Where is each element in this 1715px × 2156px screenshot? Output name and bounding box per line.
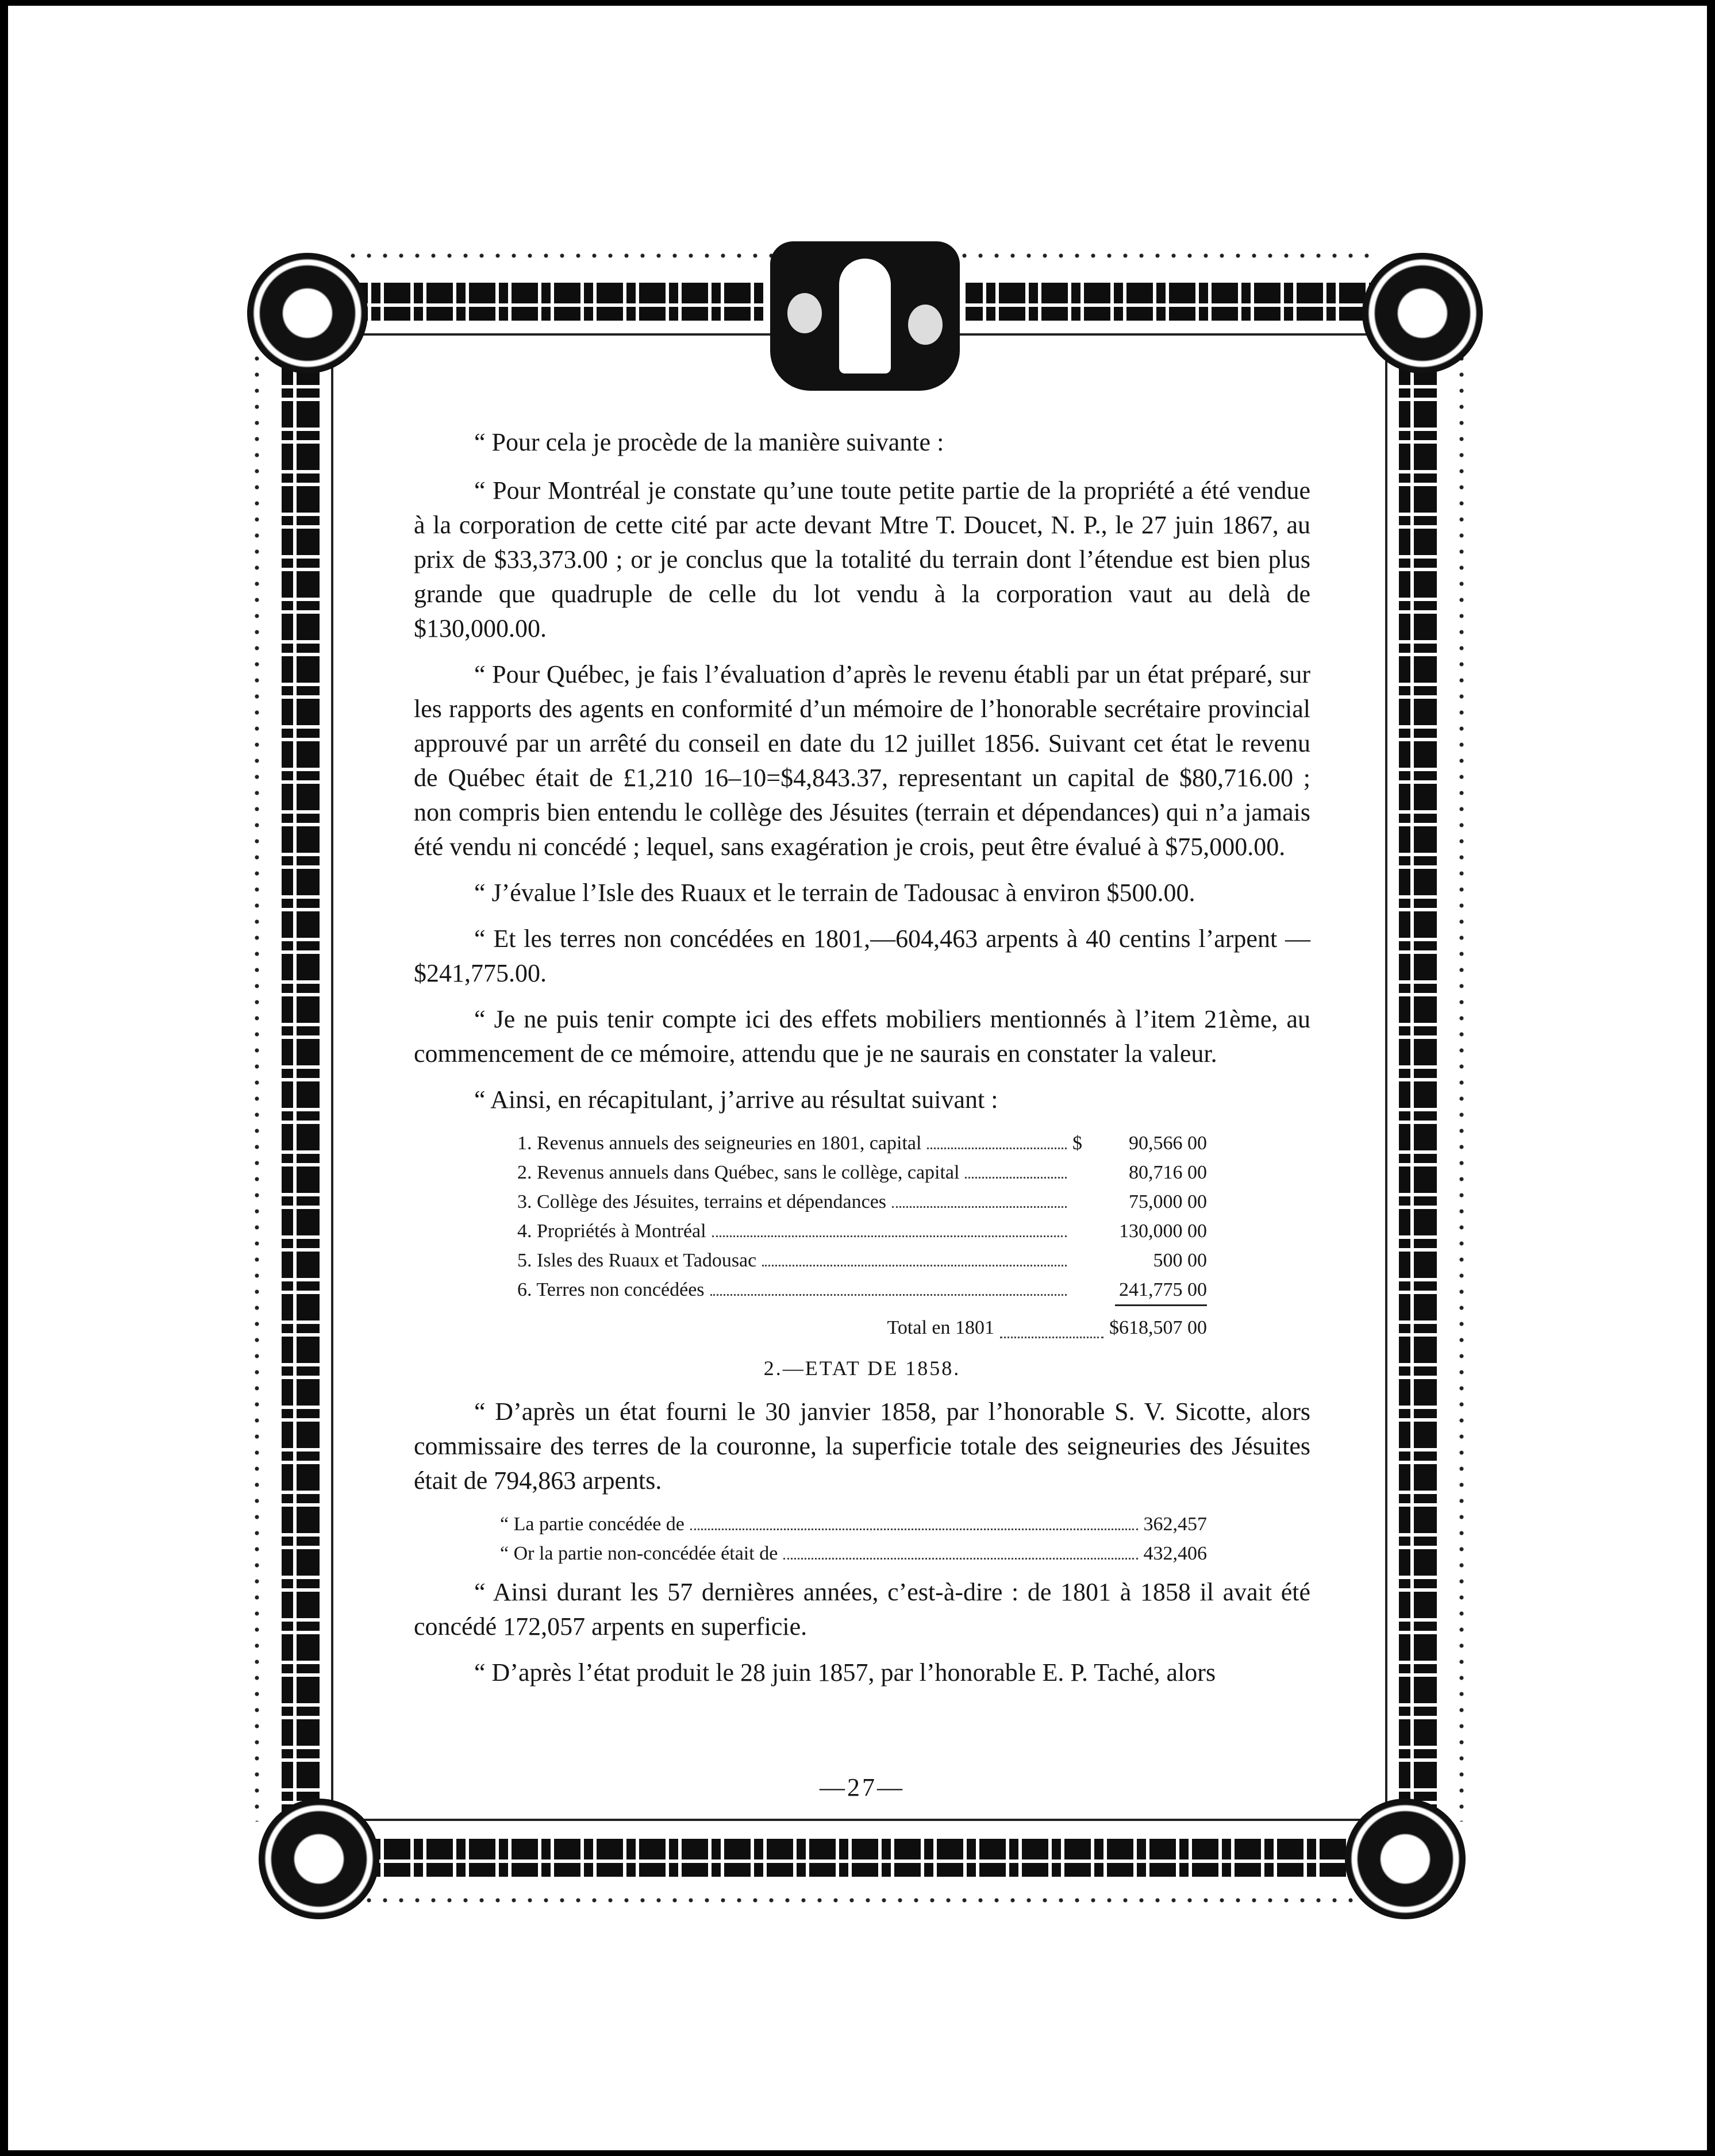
scan-edge-bottom [0, 2150, 1715, 2156]
corner-ornament-bottom-left-icon [259, 1799, 379, 1919]
ledger-amount: 80,716 00 [1129, 1162, 1207, 1183]
seated-figure-vignette-icon [770, 241, 960, 391]
total-label: Total en 1801 [887, 1317, 994, 1338]
corner-ornament-bottom-right-icon [1345, 1799, 1466, 1919]
ledger-currency: $ [1072, 1133, 1082, 1154]
ledger-amount: 130,000 00 [1119, 1221, 1207, 1242]
ledger-label: 3. Collège des Jésuites, terrains et dépendances [517, 1191, 887, 1212]
border-bottom-key-band [351, 1839, 1379, 1877]
ledger-label: 1. Revenus annuels des seigneuries en 1801, capital [517, 1133, 922, 1154]
leader-dots [1000, 1311, 1103, 1338]
sub-ledger-row [500, 1510, 1207, 1539]
ledger-total [414, 1311, 1207, 1345]
border-left-rule [331, 339, 333, 1822]
superficie-ledger [500, 1510, 1207, 1568]
paragraph-montreal: “ Pour Montréal je constate qu’une toute petite partie de la propriété a été vendue à la corporation de cette cité par acte devant Mtre T. Doucet, N. P., le 27 juin 1867, au prix de $33,373.00 ; or je conclus que la totalité du terrain dont l’étendue est bien plus grande que quadruple de celle du lot vendu à la corporation vaut au delà de $130,000.00. [414, 476, 1310, 642]
leader-dots [712, 1235, 1067, 1237]
paragraph-terres-non-concedees: “ Et les terres non concédées en 1801,—604,463 arpents à 40 centins l’arpent —$241,775.00. [414, 925, 1310, 987]
section-heading: 2.—ETAT DE 1858. [763, 1357, 961, 1380]
paragraph-57-annees: “ Ainsi durant les 57 dernières années, c’est-à-dire : de 1801 à 1858 il avait été concédé 172,057 arpents en superficie. [414, 1578, 1310, 1641]
scan-edge-right [1707, 0, 1715, 2156]
leader-dots [783, 1558, 1137, 1560]
ledger-amount: 241,775 00 [1119, 1279, 1207, 1300]
sub-ledger-label: “ Or la partie non-concédée était de [500, 1543, 778, 1564]
ledger-amount: 90,566 00 [1129, 1133, 1207, 1154]
scan-edge-left [0, 0, 8, 2156]
total-amount: $618,507 00 [1109, 1317, 1207, 1338]
ledger-label: 2. Revenus annuels dans Québec, sans le collège, capital [517, 1162, 960, 1183]
corner-medallion-top-left-icon [247, 253, 368, 374]
ledger-label: 5. Isles des Ruaux et Tadousac [517, 1250, 757, 1271]
border-left-key-band [282, 356, 320, 1822]
leader-dots [710, 1294, 1067, 1296]
leader-dots [762, 1265, 1067, 1266]
ledger-amount: 500 00 [1153, 1250, 1207, 1271]
border-right-key-band [1399, 356, 1437, 1822]
leader-dots [965, 1177, 1067, 1179]
border-top-key-band-right [966, 283, 1379, 321]
ledger-row [517, 1246, 1207, 1275]
page-number: —27— [820, 1773, 905, 1801]
paragraph-intro: “ Pour cela je procède de la manière suivante : [474, 428, 944, 456]
sub-ledger-amount: 362,457 [1143, 1514, 1207, 1535]
ledger-row [517, 1216, 1207, 1246]
ledger-row [517, 1187, 1207, 1216]
paragraph-isle-des-ruaux: “ J’évalue l’Isle des Ruaux et le terrain de Tadousac à environ $500.00. [474, 879, 1195, 907]
leader-dots [927, 1148, 1067, 1149]
sum-rule [1115, 1304, 1207, 1306]
recapitulation-ledger [517, 1129, 1207, 1306]
sub-ledger-label: “ La partie concédée de [500, 1514, 685, 1535]
ledger-row [517, 1158, 1207, 1187]
sub-ledger-amount: 432,406 [1143, 1543, 1207, 1564]
sub-ledger-row [500, 1539, 1207, 1568]
ledger-row [517, 1275, 1207, 1304]
cherub-right-icon [908, 305, 943, 345]
ledger-label: 4. Propriétés à Montréal [517, 1221, 706, 1242]
page-body [414, 425, 1310, 1701]
border-top-key-band-left [351, 283, 764, 321]
border-bottom-rule [351, 1819, 1379, 1821]
paragraph-recapitulation: “ Ainsi, en récapitulant, j’arrive au résultat suivant : [474, 1085, 998, 1114]
cherub-left-icon [787, 293, 822, 333]
paragraph-quebec: “ Pour Québec, je fais l’évaluation d’après le revenu établi par un état préparé, sur les rapports des agents en conformité d’un mémoire de l’honorable secrétaire provincial approuvé par un arrêté du conseil en date du 12 juillet 1856. Suivant cet état le revenu de Québec était de £1,210 16–10=$4,843.37, representant un capital de $80,716.00 ; non compris bien entendu le collège des Jésuites (terrain et dépendances) qui n’a jamais été vendu ni concédé ; lequel, sans exagération je crois, peut être évalué à $75,000.00. [414, 660, 1310, 861]
ledger-label: 6. Terres non concédées [517, 1279, 705, 1300]
border-bottom-beading [345, 1896, 1374, 1904]
border-right-beading [1458, 351, 1466, 1822]
ledger-amount: 75,000 00 [1129, 1191, 1207, 1212]
scan-edge-top [0, 0, 1715, 6]
corner-medallion-top-right-icon [1362, 253, 1483, 374]
leader-dots [690, 1529, 1138, 1530]
paragraph-etat-1858: “ D’après un état fourni le 30 janvier 1858, par l’honorable S. V. Sicotte, alors commissaire des terres de la couronne, la superficie totale des seigneuries des Jésuites était de 794,863 arpents. [414, 1397, 1310, 1495]
seated-figure-shape [839, 259, 891, 374]
paragraph-tache: “ D’après l’état produit le 28 juin 1857, par l’honorable E. P. Taché, alors [474, 1658, 1216, 1687]
border-right-rule [1385, 339, 1387, 1822]
border-left-beading [253, 351, 261, 1822]
paragraph-effets-mobiliers: “ Je ne puis tenir compte ici des effets mobiliers mentionnés à l’item 21ème, au commencement de ce mémoire, attendu que je ne saurais en constater la valeur. [414, 1005, 1310, 1068]
leader-dots [892, 1206, 1067, 1208]
ledger-row [517, 1129, 1207, 1158]
